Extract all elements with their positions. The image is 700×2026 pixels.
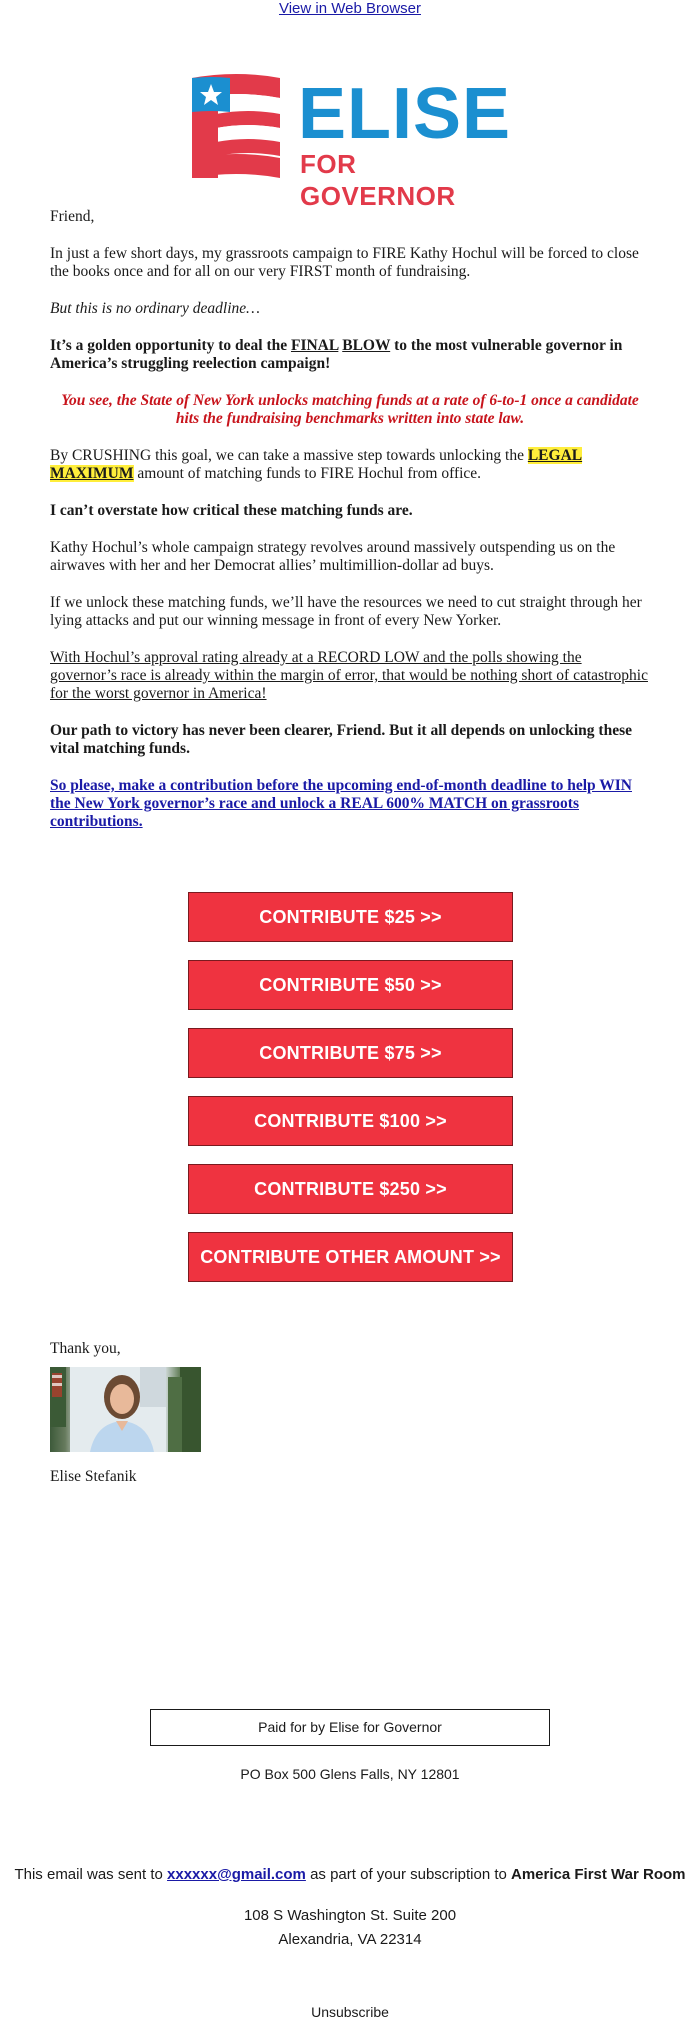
po-box-address: PO Box 500 Glens Falls, NY 12801 [240, 1766, 460, 1782]
paragraph-5-text-a: By CRUSHING this goal, we can take a massive step towards unlocking the [50, 447, 528, 464]
logo-word: ELISE [298, 74, 512, 154]
contribute-text-link[interactable]: So please, make a contribution before the upcoming end-of-month deadline to help WIN the New York governor’s race and unlock a REAL 600% MATCH on grassroots contributions. [50, 777, 632, 830]
elise-for-governor-logo [186, 72, 516, 211]
letter-body [50, 208, 650, 850]
contribute-75-button[interactable]: CONTRIBUTE $75 >> [188, 1028, 513, 1078]
paragraph-11 [50, 777, 650, 831]
address-line-2: Alexandria, VA 22314 [278, 1931, 422, 1948]
signature-name: Elise Stefanik [50, 1468, 137, 1485]
view-in-browser-bar [0, 0, 700, 17]
paragraph-9: With Hochul’s approval rating already at a RECORD LOW and the polls showing the governor’s race is already within the margin of error, that would be nothing short of catastrophic for the worst governor in America! [50, 649, 648, 702]
thank-you: Thank you, [50, 1340, 121, 1357]
paragraph-7: Kathy Hochul’s whole campaign strategy revolves around massively outspending us on the airwaves with her and her Democrat allies’ multimillion-dollar ad buys. [50, 539, 616, 574]
legal-maximum-highlight: LEGAL MAXIMUM [50, 447, 583, 482]
flag-e-icon [186, 72, 298, 184]
address-line-1: 108 S Washington St. Suite 200 [243, 1907, 457, 1924]
blow-word: BLOW [342, 337, 391, 354]
subscription-notice [0, 1865, 700, 1885]
portrait-illustration [50, 1367, 201, 1452]
contribute-other-amount-button[interactable]: CONTRIBUTE OTHER AMOUNT >> [188, 1232, 513, 1282]
matching-funds-callout: You see, the State of New York unlocks matching funds at a rate of 6-to-1 once a candidate hits the fundraising benchmarks written into state law. [61, 392, 639, 427]
paragraph-5-text-b: amount of matching funds to FIRE Hochul from office. [133, 465, 482, 482]
paragraph-8: If we unlock these matching funds, we’ll have the resources we need to cut straight through her lying attacks and put our winning message in front of every New Yorker. [50, 594, 642, 629]
unsubscribe-link[interactable]: Unsubscribe [311, 2004, 389, 2020]
paragraph-2: But this is no ordinary deadline… [50, 300, 260, 317]
paid-for-disclaimer: Paid for by Elise for Governor [150, 1709, 550, 1746]
elise-stefanik-photo [50, 1367, 201, 1452]
contribute-25-button[interactable]: CONTRIBUTE $25 >> [188, 892, 513, 942]
paragraph-10: Our path to victory has never been clearer, Friend. But it all depends on unlocking these vital matching funds. [50, 722, 632, 757]
organization-name: America First War Room [511, 1866, 686, 1883]
contribute-50-button[interactable]: CONTRIBUTE $50 >> [188, 960, 513, 1010]
logo-subtitle: FOR GOVERNOR [300, 149, 456, 211]
sent-middle: as part of your subscription to [305, 1866, 512, 1883]
mailing-address [0, 1904, 700, 1952]
contribute-250-button[interactable]: CONTRIBUTE $250 >> [188, 1164, 513, 1214]
paragraph-3-text-a: It’s a golden opportunity to deal the [50, 337, 291, 354]
sent-prefix: This email was sent to [14, 1866, 168, 1883]
paragraph-6: I can’t overstate how critical these matching funds are. [50, 502, 413, 519]
greeting: Friend, [50, 208, 95, 225]
recipient-email-link[interactable]: xxxxxx@gmail.com [167, 1866, 306, 1883]
final-word: FINAL [290, 337, 339, 354]
contribute-100-button[interactable]: CONTRIBUTE $100 >> [188, 1096, 513, 1146]
paragraph-3-text-b: to the most vulnerable governor in America’s struggling reelection campaign! [50, 337, 623, 372]
contribution-buttons [188, 892, 513, 1300]
paragraph-3 [50, 337, 650, 373]
paragraph-5 [50, 447, 650, 483]
paragraph-1: In just a few short days, my grassroots campaign to FIRE Kathy Hochul will be forced to close the books once and for all on our very FIRST month of fundraising. [50, 245, 639, 280]
view-in-browser-link[interactable]: View in Web Browser [278, 0, 421, 17]
